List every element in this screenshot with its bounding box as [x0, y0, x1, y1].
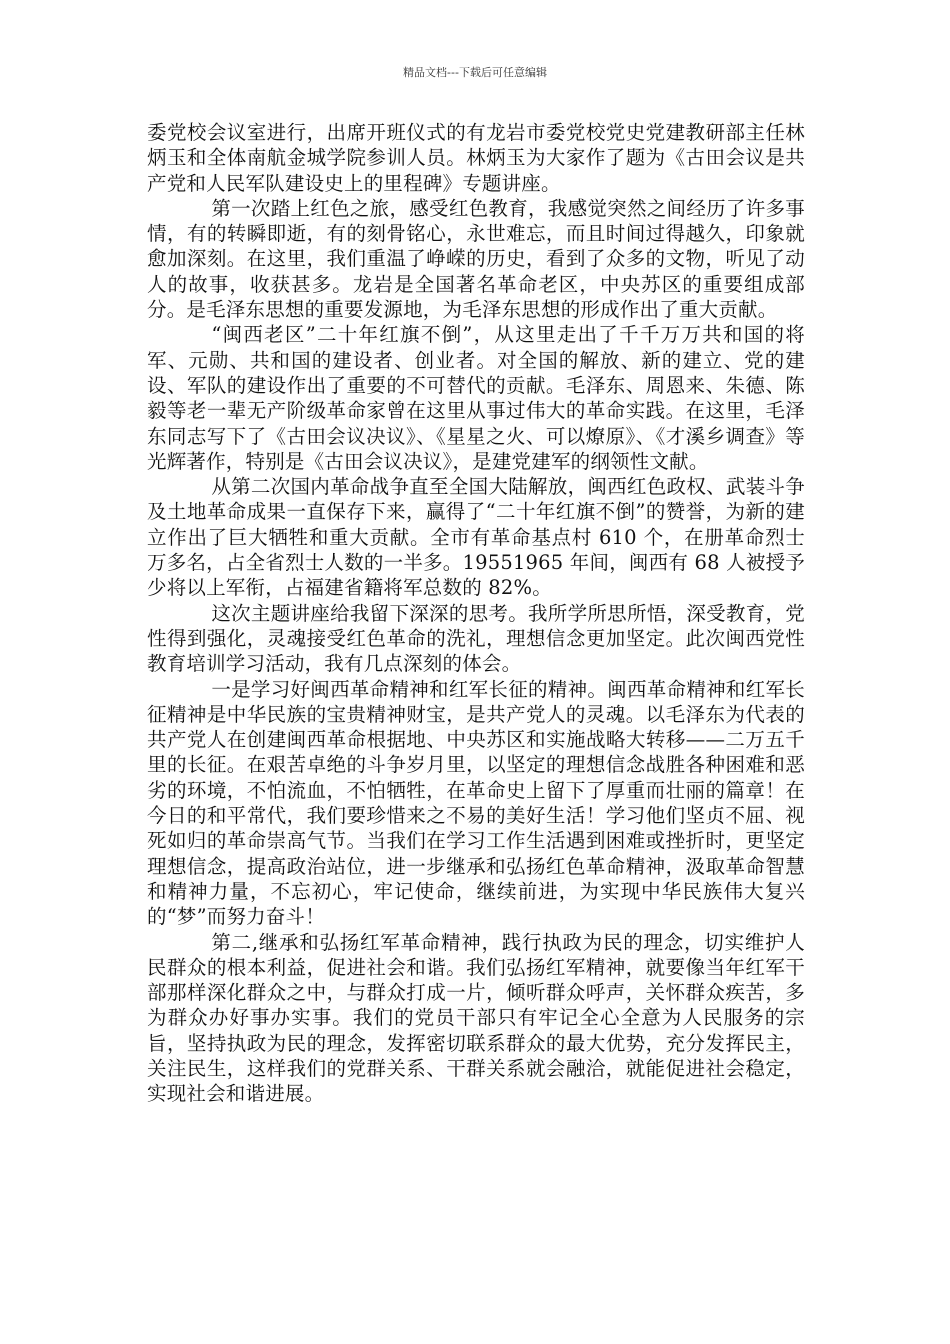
page-header: 精品文档---下载后可任意编辑 [403, 66, 547, 79]
paragraph-6: 一是学习好闽西革命精神和红军长征的精神。闽西革命精神和红军长征精神是中华民族的宝贵精神财宝，是共产党人的灵魂。以毛泽东为代表的共产党人在创建闽西革命根据地、中央苏区和实施战略大转移——二万五千里的长征。在艰苦卓绝的斗争岁月里，以坚定的理想信念战胜各种困难和恶劣的环境，不怕流血，不怕牺牲，在革命史上留下了厚重而壮丽的篇章！在今日的和平常代，我们要珍惜来之不易的美好生活！学习他们坚贞不屈、视死如归的革命崇高气节。当我们在学习工作生活遇到困难或挫折时，更坚定理想信念，提高政治站位，进一步继承和弘扬红色革命精神，汲取革命智慧和精神力量，不忘初心，牢记使命，继续前进，为实现中华民族伟大复兴的“梦”而努力奋斗！ [147, 677, 805, 929]
paragraph-4: 从第二次国内革命战争直至全国大陆解放，闽西红色政权、武装斗争及土地革命成果一直保存下来，赢得了“二十年红旗不倒”的赞誉，为新的建立作出了巨大牺牲和重大贡献。全市有革命基点村 610 个，在册革命烈士万多名，占全省烈士人数的一半多。19551965 年间，闽西有 68 人被授予少将以上军衔，占福建省籍将军总数的 82%。 [147, 475, 805, 600]
paragraph-2: 第一次踏上红色之旅，感受红色教育，我感觉突然之间经历了许多事情，有的转瞬即逝，有的刻骨铭心，永世难忘，而且时间过得越久，印象就愈加深刻。在这里，我们重温了峥嵘的历史，看到了众多的文物，听见了动人的故事，收获甚多。龙岩是全国著名革命老区，中央苏区的重要组成部分。是毛泽东思想的重要发源地，为毛泽东思想的形成作出了重大贡献。 [147, 196, 805, 322]
paragraph-1: 委党校会议室进行，出席开班仪式的有龙岩市委党校党史党建教研部主任林炳玉和全体南航金城学院参训人员。林炳玉为大家作了题为《古田会议是共产党和人民军队建设史上的里程碑》专题讲座。 [147, 121, 805, 195]
paragraph-3: “闽西老区”二十年红旗不倒”，从这里走出了千千万万共和国的将军、元勋、共和国的建设者、创业者。对全国的解放、新的建立、党的建设、军队的建设作出了重要的不可替代的贡献。毛泽东、周恩来、朱德、陈毅等老一辈无产阶级革命家曾在这里从事过伟大的革命实践。在这里，毛泽东同志写下了《古田会议决议》、《星星之火、可以燎原》、《才溪乡调查》等光辉著作，特别是《古田会议决议》，是建党建军的纲领性文献。 [147, 323, 805, 473]
paragraph-5: 这次主题讲座给我留下深深的思考。我所学所思所悟，深受教育，党性得到强化，灵魂接受红色革命的洗礼，理想信念更加坚定。此次闽西党性教育培训学习活动，我有几点深刻的体会。 [147, 601, 805, 676]
document-body [147, 120, 805, 1107]
paragraph-7: 第二,继承和弘扬红军革命精神，践行执政为民的理念，切实维护人民群众的根本利益，促进社会和谐。我们弘扬红军精神，就要像当年红军干部那样深化群众之中，与群众打成一片，倾听群众呼声，关怀群众疾苦，多为群众办好事办实事。我们的党员干部只有牢记全心全意为人民服务的宗旨，坚持执政为民的理念，发挥密切联系群众的最大优势，充分发挥民主，关注民生，这样我们的党群关系、干群关系就会融洽，就能促进社会稳定，实现社会和谐进展。 [147, 930, 805, 1106]
